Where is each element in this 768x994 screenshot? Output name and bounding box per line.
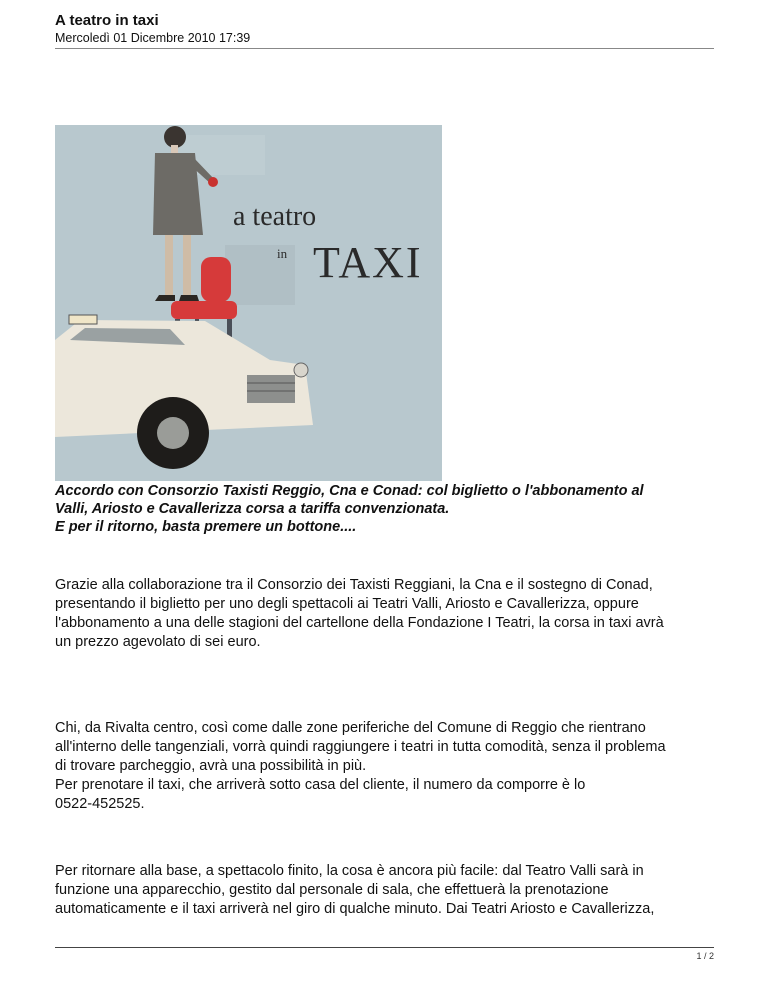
text-line: Grazie alla collaborazione tra il Consorzio dei Taxisti Reggiani, la Cna e il sostegno di Conad, — [55, 577, 653, 593]
header-divider — [55, 48, 714, 49]
text-line: automaticamente e il taxi arriverà nel giro di qualche minuto. Dai Teatri Ariosto e Cavallerizza, — [55, 901, 655, 917]
text-line: 0522-452525. — [55, 796, 145, 812]
publish-date: Mercoledì 01 Dicembre 2010 17:39 — [55, 31, 251, 45]
taxi-illustration — [55, 125, 442, 481]
text-line: di trovare parcheggio, avrà una possibilità in più. — [55, 758, 367, 774]
lead-line: Valli, Ariosto e Cavallerizza corsa a tariffa convenzionata. — [55, 501, 450, 517]
image-text-in: in — [277, 246, 288, 261]
body-paragraph-2 — [55, 719, 735, 814]
page-title: A teatro in taxi — [55, 12, 159, 29]
text-line: funzione una apparecchio, gestito dal personale di sala, che effettuerà la prenotazione — [55, 882, 609, 898]
hero-image — [55, 125, 442, 481]
text-line: all'interno delle tangenziali, vorrà quindi raggiungere i teatri in tutta comodità, senza il problema — [55, 739, 666, 755]
text-line: Chi, da Rivalta centro, così come dalle zone periferiche del Comune di Reggio che rientrano — [55, 720, 646, 736]
lead-line: Accordo con Consorzio Taxisti Reggio, Cna e Conad: col biglietto o l'abbonamento al — [55, 483, 644, 499]
text-line: Per prenotare il taxi, che arriverà sotto casa del cliente, il numero da comporre è lo — [55, 777, 586, 793]
page-number: 1 / 2 — [696, 951, 714, 961]
text-line: l'abbonamento a una delle stagioni del cartellone della Fondazione I Teatri, la corsa in taxi avrà — [55, 615, 664, 631]
text-line: un prezzo agevolato di sei euro. — [55, 634, 261, 650]
body-paragraph-1 — [55, 576, 735, 652]
text-line: Per ritornare alla base, a spettacolo finito, la cosa è ancora più facile: dal Teatro Valli sarà in — [55, 863, 644, 879]
image-text-a-teatro: a teatro — [233, 201, 317, 232]
lead-line: E per il ritorno, basta premere un bottone.... — [55, 519, 357, 535]
footer-divider — [55, 947, 714, 948]
image-text-taxi: TAXI — [313, 238, 423, 287]
lead-paragraph — [55, 482, 735, 536]
body-paragraph-3 — [55, 862, 735, 919]
text-line: presentando il biglietto per uno degli spettacoli ai Teatri Valli, Ariosto e Cavallerizza, oppure — [55, 596, 639, 612]
